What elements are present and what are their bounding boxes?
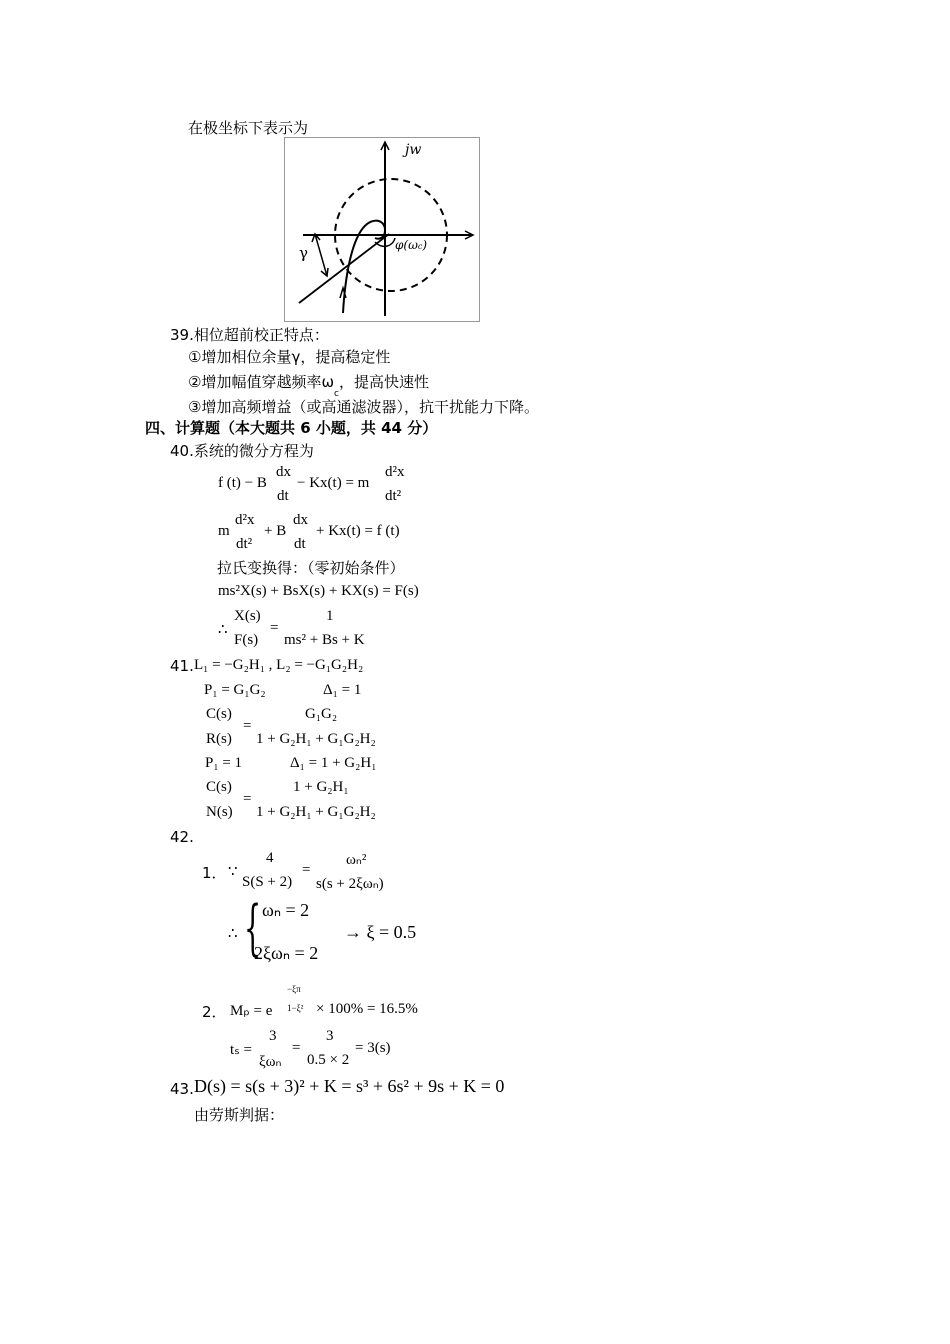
q42-sys2: 2ξωₙ = 2 (254, 943, 319, 963)
jw-label: jw (405, 142, 422, 158)
q41-frac1-num-left: C(s) (206, 706, 232, 722)
q42-ts-den1: ξωₙ (259, 1054, 282, 1070)
q39-title: 39.相位超前校正特点： (170, 326, 329, 344)
q40-title: 40.系统的微分方程为 (170, 442, 314, 460)
q40-eq4-num: X(s) (234, 608, 261, 624)
q42-ts: tₛ = (230, 1042, 252, 1058)
q39-item-2: ②增加幅值穿越频率$\omega_c$，提高快速性 (188, 373, 429, 399)
q40-eq1-mid: − Kx(t) = m (297, 475, 370, 491)
q41-frac1-den: 1 + G₂H₁ + G₁G₂H₂ (256, 731, 376, 747)
q39-item-3: ③增加高频增益（或高通滤波器），抗干扰能力下降。 (188, 398, 539, 416)
q42-ts-den2: 0.5 × 2 (307, 1052, 350, 1068)
polar-plot-figure (284, 137, 480, 322)
q41-frac2-den: 1 + G₂H₁ + G₁G₂H₂ (256, 804, 376, 820)
q40-eq1-frac2-num: d²x (385, 464, 405, 480)
q40-eq1-frac-den: dt (277, 488, 289, 504)
q40-eq4-eq: = (270, 620, 279, 636)
q42-result: → ξ = 0.5 (344, 922, 417, 942)
phi-label: φ(ωc) (395, 238, 428, 252)
q40-eq2-m: m (218, 523, 230, 539)
q40-therefore: ∴ (218, 622, 228, 638)
q40-eq4-rnum: 1 (326, 608, 334, 624)
q42-ts-num2: 3 (326, 1028, 334, 1044)
q41-frac2-eq: = (243, 791, 252, 807)
q40-eq4-den: F(s) (234, 632, 259, 648)
q42-f1-num: 4 (266, 850, 274, 866)
q40-eq2-frac-num: d²x (235, 512, 255, 528)
q40-laplace-text: 拉氏变换得：（零初始条件） (217, 559, 405, 577)
q42-therefore: ∴ (228, 926, 238, 942)
q42-ts-result: = 3(s) (355, 1040, 391, 1056)
q42-number: 42. (170, 828, 194, 846)
q40-eq2-frac-den: dt² (236, 536, 253, 552)
q41-number: 41. (170, 657, 194, 675)
q40-eq4-rden: ms² + Bs + K (284, 632, 365, 648)
q42-ts-eq: = (292, 1040, 301, 1056)
gamma-arrow (315, 234, 327, 276)
q40-eq1-frac2-den: dt² (385, 488, 402, 504)
q41-line2a: P₁ = G₁G₂ (204, 682, 266, 698)
q43-eq: D(s) = s(s + 3)² + K = s³ + 6s² + 9s + K = 0 (194, 1076, 505, 1096)
gamma-label: γ (299, 244, 308, 262)
q41-frac2-num-left: C(s) (206, 779, 232, 795)
polar-caption: 在极坐标下表示为 (188, 119, 309, 137)
q41-frac2-den-left: N(s) (206, 804, 233, 820)
q42-mp-exp: −ξπ (287, 984, 301, 994)
q41-frac1-eq: = (243, 718, 252, 734)
q40-eq2-mid: + B (264, 523, 287, 539)
q40-eq2-frac2-num: dx (293, 512, 308, 528)
section4-heading: 四、计算题（本大题共 6 小题，共 44 分） (145, 419, 438, 437)
q42-part1-label: 1． (202, 864, 227, 882)
q42-ts-num1: 3 (269, 1028, 277, 1044)
q42-f2-den: s(s + 2ξωₙ) (316, 876, 384, 892)
q42-mp-rest: × 100% = 16.5% (316, 1001, 418, 1017)
q41-line4b: Δ₁ = 1 + G₂H₁ (290, 755, 377, 771)
q42-sys1: ωₙ = 2 (262, 900, 310, 920)
q41-frac1-num: G₁G₂ (305, 706, 338, 722)
q40-eq2-frac2-den: dt (294, 536, 306, 552)
q40-eq3: ms²X(s) + BsX(s) + KX(s) = F(s) (218, 583, 419, 599)
q41-line1: L₁ = −G₂H₁ , L₂ = −G₁G₂H₂ (194, 657, 364, 673)
q42-mp-exp-den: 1−ξ² (287, 1003, 304, 1013)
q41-line4a: P₁ = 1 (205, 755, 243, 771)
q41-frac1-den-left: R(s) (206, 731, 232, 747)
q39-item-1: ①增加相位余量γ，提高稳定性 (188, 348, 391, 366)
q42-mp: Mₚ = e (230, 1003, 273, 1019)
q42-brace: { (244, 893, 262, 963)
polar-plot-svg (285, 138, 479, 321)
q40-eq2-right: + Kx(t) = f (t) (316, 523, 400, 539)
q42-f1-eq: = (302, 862, 311, 878)
q42-f2-num: ωₙ² (346, 852, 367, 868)
q42-f1-den: S(S + 2) (242, 874, 293, 890)
q43-routh-text: 由劳斯判据： (194, 1106, 285, 1124)
q41-frac2-num: 1 + G₂H₁ (293, 779, 349, 795)
q40-eq1-left: f (t) − B (218, 475, 267, 491)
q40-eq1-frac-num: dx (276, 464, 291, 480)
q43-number: 43. (170, 1080, 194, 1098)
q41-line2b: Δ₁ = 1 (323, 682, 362, 698)
q42-because: ∵ (228, 864, 238, 880)
q42-part2-label: 2． (202, 1003, 227, 1021)
